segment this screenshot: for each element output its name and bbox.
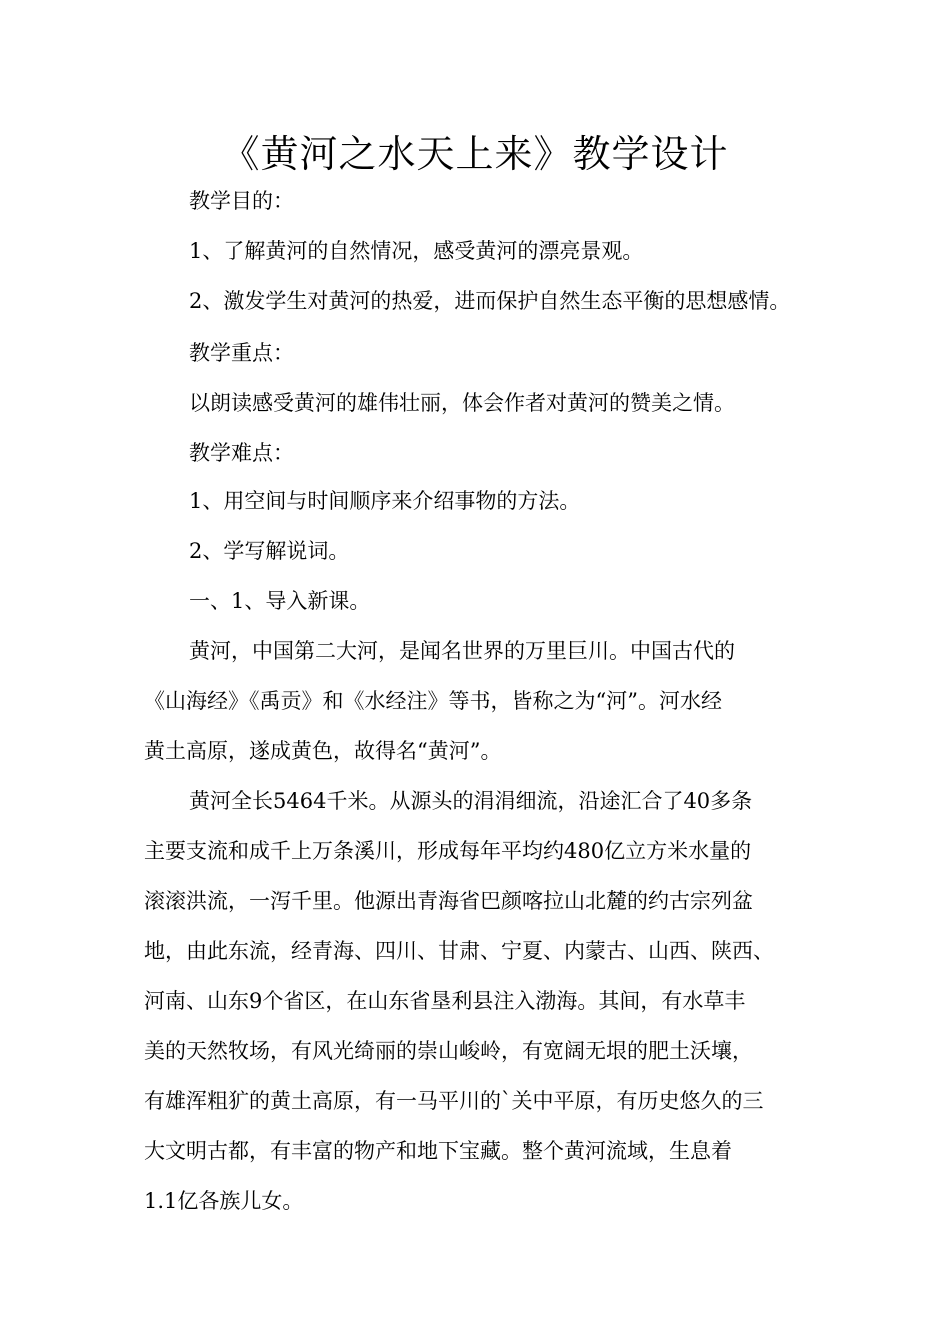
objective-item-1: 1、了解黄河的自然情况，感受黄河的漂亮景观。 xyxy=(189,239,644,263)
paragraph-line: 黄河，中国第二大河，是闻名世界的万里巨川。中国古代的 xyxy=(189,639,735,663)
paragraph-line: 有雄浑粗犷的黄土高原，有一马平川的`关中平原，有历史悠久的三 xyxy=(144,1089,764,1113)
section-heading-objectives: 教学目的： xyxy=(189,189,294,213)
objective-item-2: 2、激发学生对黄河的热爱，进而保护自然生态平衡的思想感情。 xyxy=(189,289,791,313)
document-title: 《黄河之水天上来》教学设计 xyxy=(221,132,729,176)
key-point-text: 以朗读感受黄河的雄伟壮丽，体会作者对黄河的赞美之情。 xyxy=(189,391,735,415)
paragraph-line: 美的天然牧场，有风光绮丽的崇山峻岭，有宽阔无垠的肥土沃壤， xyxy=(144,1039,753,1063)
paragraph-line: 《山海经》《禹贡》和《水经注》等书，皆称之为“河”。河水经 xyxy=(144,689,722,713)
paragraph-line: 大文明古都，有丰富的物产和地下宝藏。整个黄河流域，生息着 xyxy=(144,1139,732,1163)
section-heading-difficulties: 教学难点： xyxy=(189,441,294,465)
paragraph-line: 1.1亿各族儿女。 xyxy=(144,1189,304,1213)
difficulty-item-2: 2、学写解说词。 xyxy=(189,539,350,563)
paragraph-line: 地，由此东流，经青海、四川、甘肃、宁夏、内蒙古、山西、陕西、 xyxy=(144,939,774,963)
difficulty-item-1: 1、用空间与时间顺序来介绍事物的方法。 xyxy=(189,489,581,513)
paragraph-line: 滚滚洪流，一泻千里。他源出青海省巴颜喀拉山北麓的约古宗列盆 xyxy=(144,889,753,913)
lesson-step-heading: 一、1、导入新课。 xyxy=(189,589,371,613)
paragraph-line: 黄河全长5464千米。从源头的涓涓细流，沿途汇合了40多条 xyxy=(189,789,753,813)
paragraph-line: 黄土高原，遂成黄色，故得名“黄河”。 xyxy=(144,739,502,763)
paragraph-line: 主要支流和成千上万条溪川，形成每年平均约480亿立方米水量的 xyxy=(144,839,752,863)
section-heading-key-points: 教学重点： xyxy=(189,341,294,365)
paragraph-line: 河南、山东9个省区，在山东省垦利县注入渤海。其间，有水草丰 xyxy=(144,989,746,1013)
